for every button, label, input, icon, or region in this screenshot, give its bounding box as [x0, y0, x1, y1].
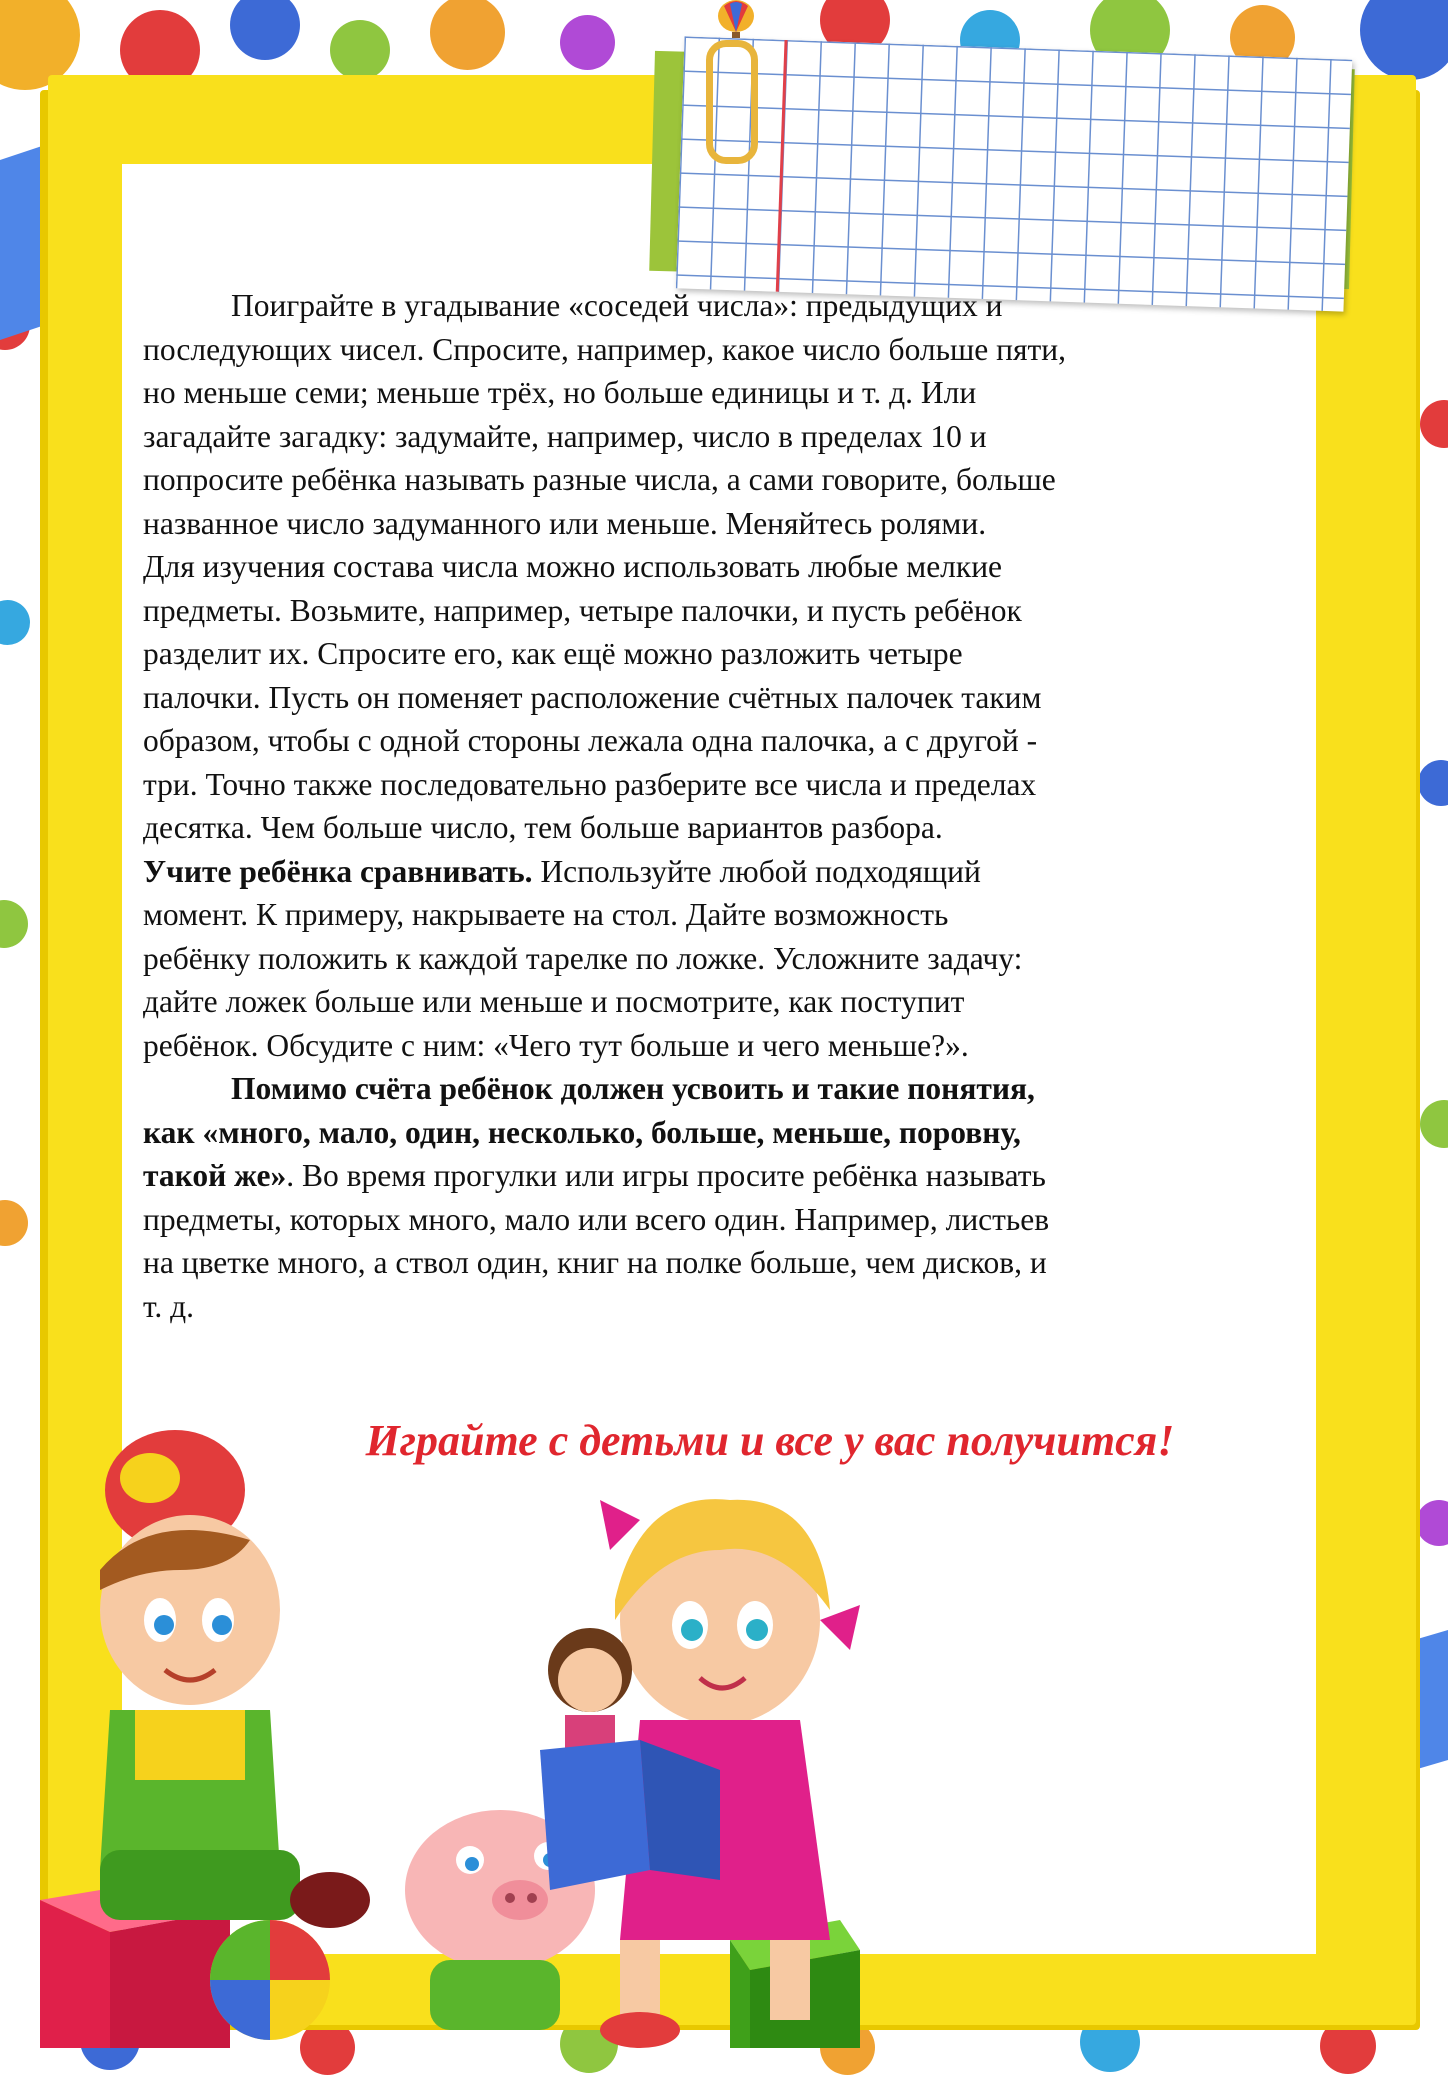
paperclip-icon	[706, 40, 758, 164]
lead-rest: Используйте любой подходящий	[532, 853, 981, 889]
text-line: на цветке много, а ствол один, книг на полке больше, чем дисков, и	[143, 1245, 1047, 1280]
bold-fragment: такой же»	[143, 1158, 287, 1193]
text-line: момент. К примеру, накрываете на стол. Дайте возможность	[143, 897, 949, 932]
text-line: разделит их. Спросите его, как ещё можно разложить четыре	[143, 636, 963, 671]
text-line-bold: как «много, мало, один, несколько, больше, меньше, поровну,	[143, 1114, 1021, 1150]
text-line: предметы, которых много, мало или всего один. Например, листьев	[143, 1201, 1050, 1237]
text-line: попросите ребёнка называть разные числа, а сами говорите, больше	[143, 462, 1056, 497]
line-rest: . Во время прогулки или игры просите ребёнка называть	[286, 1158, 1046, 1193]
text-line: предметы. Возьмите, например, четыре палочки, и пусть ребёнок	[143, 592, 1022, 628]
paragraph-compare	[143, 850, 1293, 1068]
text-line: последующих чисел. Спросите, например, какое число больше пяти,	[143, 331, 1066, 367]
paragraph-neighbors	[143, 284, 1293, 545]
ball-icon	[210, 1920, 330, 2040]
text-line: т. д.	[143, 1288, 195, 1324]
grid-paper-note	[676, 36, 1352, 311]
text-line: ребёнок. Обсудите с ним: «Чего тут больше и чего меньше?».	[143, 1027, 969, 1063]
slogan: Играйте с детьми и все у вас получится!	[365, 1416, 1175, 1465]
text-line-bold: Помимо счёта ребёнок должен усвоить и такие понятия,	[231, 1071, 1035, 1106]
boy-character-icon	[100, 1430, 370, 1928]
text-line: образом, чтобы с одной стороны лежала одна палочка, а с другой -	[143, 723, 1038, 758]
text-line	[143, 1154, 1293, 1198]
note-margin-line	[776, 40, 788, 292]
article-text	[143, 284, 1293, 1328]
children-illustration	[0, 1420, 1448, 2048]
paragraph-concepts	[143, 1067, 1293, 1328]
text-line: но меньше семи; меньше трёх, но больше единицы и т. д. Или	[143, 375, 977, 410]
text-line: ребёнку положить к каждой тарелке по ложке. Усложните задачу:	[143, 940, 1023, 976]
text-line: Поиграйте в угадывание «соседей числа»: предыдущих и	[231, 288, 1003, 323]
text-line: названное число задуманного или меньше. Меняйтесь ролями.	[143, 505, 987, 541]
text-line: загадайте загадку: задумайте, например, число в пределах 10 и	[143, 418, 987, 454]
hot-air-balloon-icon	[710, 0, 762, 40]
text-line: палочки. Пусть он поменяет расположение счётных палочек таким	[143, 679, 1042, 715]
text-line: Для изучения состава числа можно использовать любые мелкие	[143, 549, 1003, 584]
book-icon	[540, 1740, 720, 1890]
text-line: дайте ложек больше или меньше и посмотрите, как поступит	[143, 984, 965, 1019]
bold-lead: Учите ребёнка сравнивать.	[143, 853, 533, 889]
paragraph-composition	[143, 545, 1293, 850]
text-line: три. Точно также последовательно разберите все числа и пределах	[143, 766, 1037, 802]
text-line	[143, 850, 1293, 894]
text-line: десятка. Чем больше число, тем больше вариантов разбора.	[143, 810, 943, 845]
